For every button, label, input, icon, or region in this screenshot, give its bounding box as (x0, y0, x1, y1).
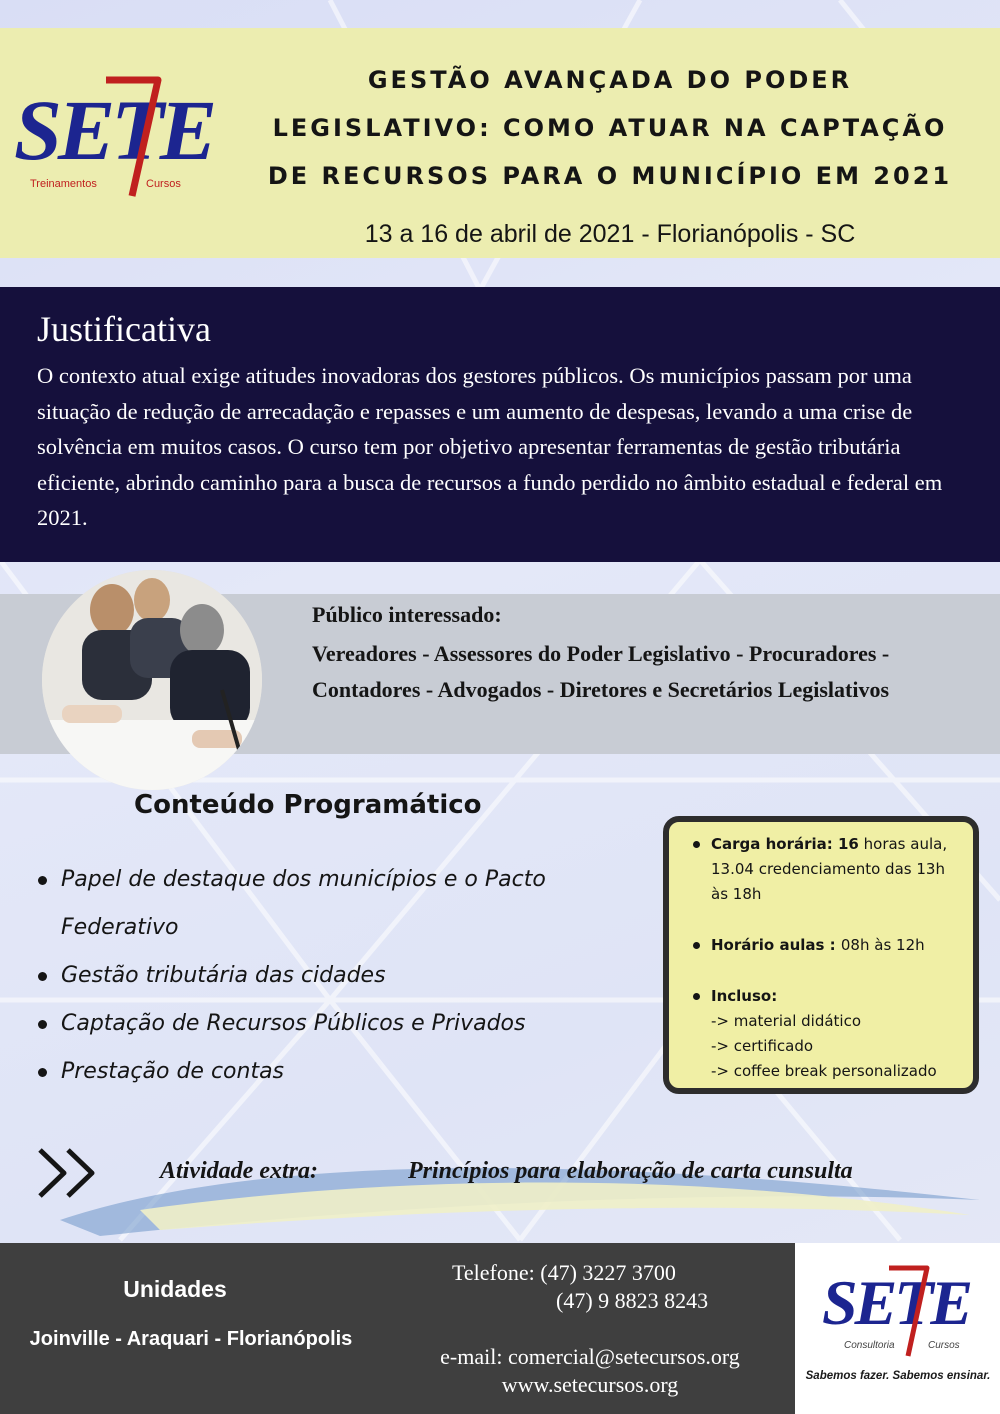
email-link[interactable]: e-mail: comercial@setecursos.org (440, 1344, 740, 1369)
brush-stroke-decoration (40, 1140, 1000, 1240)
sete-logo (14, 72, 224, 202)
list-item (36, 856, 616, 952)
justificativa-text: O contexto atual exige atitudes inovadoras dos gestores públicos. Os municípios passam por uma situação de redução de arrecadação e repasses e um aumento de despesas, levando a uma crise de solvência em muitos casos. O curso tem por objetivo apresentar ferramentas de gestão tributária eficiente, abrindo caminho para a busca de recursos a fundo perdido no âmbito estadual e federal em 2021. (37, 363, 943, 530)
justificativa-title: Justificativa (37, 309, 211, 349)
tagline: Sabemos fazer. Sabemos ensinar. (805, 1370, 991, 1382)
list-item-text: Papel de destaque dos municípios e o Pacto Federativo (61, 867, 546, 940)
website-link[interactable]: www.setecursos.org (501, 1372, 679, 1397)
list-item (36, 1000, 616, 1048)
list-item (36, 952, 616, 1000)
info-box (663, 816, 979, 1094)
info-horario (691, 933, 965, 958)
list-item-text: Captação de Recursos Públicos e Privados (61, 1011, 526, 1036)
logo-text: SETE (14, 82, 214, 178)
incluso-item: -> coffee break personalizado (711, 1062, 937, 1080)
publico-title: Público interessado: (312, 602, 502, 627)
info-horario-text: 08h às 12h (840, 936, 925, 954)
extra-activity-text: Princípios para elaboração de carta cunsulta (408, 1158, 853, 1184)
extra-activity-label: Atividade extra: (160, 1158, 318, 1184)
bullet-icon (38, 876, 47, 885)
info-incluso (691, 984, 965, 1084)
business-people-photo (42, 570, 262, 790)
logo-sub-right: Cursos (146, 178, 181, 190)
bullet-icon (693, 993, 700, 1000)
logo-sub-left: Treinamentos (30, 178, 97, 190)
bullet-icon (38, 972, 47, 981)
sete-logo-footer (818, 1262, 988, 1362)
double-chevron-right-icon (36, 1146, 102, 1200)
footer-logo-sub-right: Cursos (928, 1340, 960, 1351)
unidades-title: Unidades (123, 1276, 227, 1302)
info-carga (691, 832, 965, 907)
telefone-2[interactable]: (47) 9 8823 8243 (556, 1288, 709, 1313)
list-item-text: Gestão tributária das cidades (61, 963, 386, 988)
title-line-2: LEGISLATIVO: COMO ATUAR NA CAPTAÇÃO (272, 114, 948, 142)
bullet-icon (38, 1068, 47, 1077)
bullet-icon (693, 841, 700, 848)
list-item (36, 1048, 616, 1096)
incluso-item: -> material didático (711, 1012, 861, 1030)
info-horario-label: Horário aulas : (711, 936, 841, 954)
info-carga-label: Carga horária: 16 (711, 835, 859, 853)
telefone-1[interactable]: Telefone: (47) 3227 3700 (452, 1260, 676, 1285)
footer-logo-sub-left: Consultoria (844, 1340, 895, 1351)
event-date-location: 13 a 16 de abril de 2021 - Florianópolis - SC (364, 220, 856, 248)
info-carga-text: horas aula, 13.04 credenciamento das 13h às 18h (711, 835, 948, 903)
footer-logo-text: SETE (822, 1267, 971, 1338)
bullet-icon (693, 942, 700, 949)
bullet-icon (38, 1020, 47, 1029)
conteudo-list (36, 856, 616, 1096)
photo-illustration (42, 570, 262, 790)
conteudo-title: Conteúdo Programático (134, 790, 482, 820)
page-title (240, 56, 980, 200)
title-line-3: DE RECURSOS PARA O MUNICÍPIO EM 2021 (267, 162, 953, 190)
incluso-item: -> certificado (711, 1037, 814, 1055)
info-incluso-label: Incluso: (711, 987, 778, 1005)
list-item-text: Prestação de contas (61, 1059, 285, 1084)
title-line-1: GESTÃO AVANÇADA DO PODER (367, 66, 853, 94)
publico-text: Vereadores - Assessores do Poder Legislativo - Procuradores - Contadores - Advogados - Diretores e Secretários Legislativos (312, 641, 890, 702)
unidades-list: Joinville - Araquari - Florianópolis (29, 1328, 353, 1350)
